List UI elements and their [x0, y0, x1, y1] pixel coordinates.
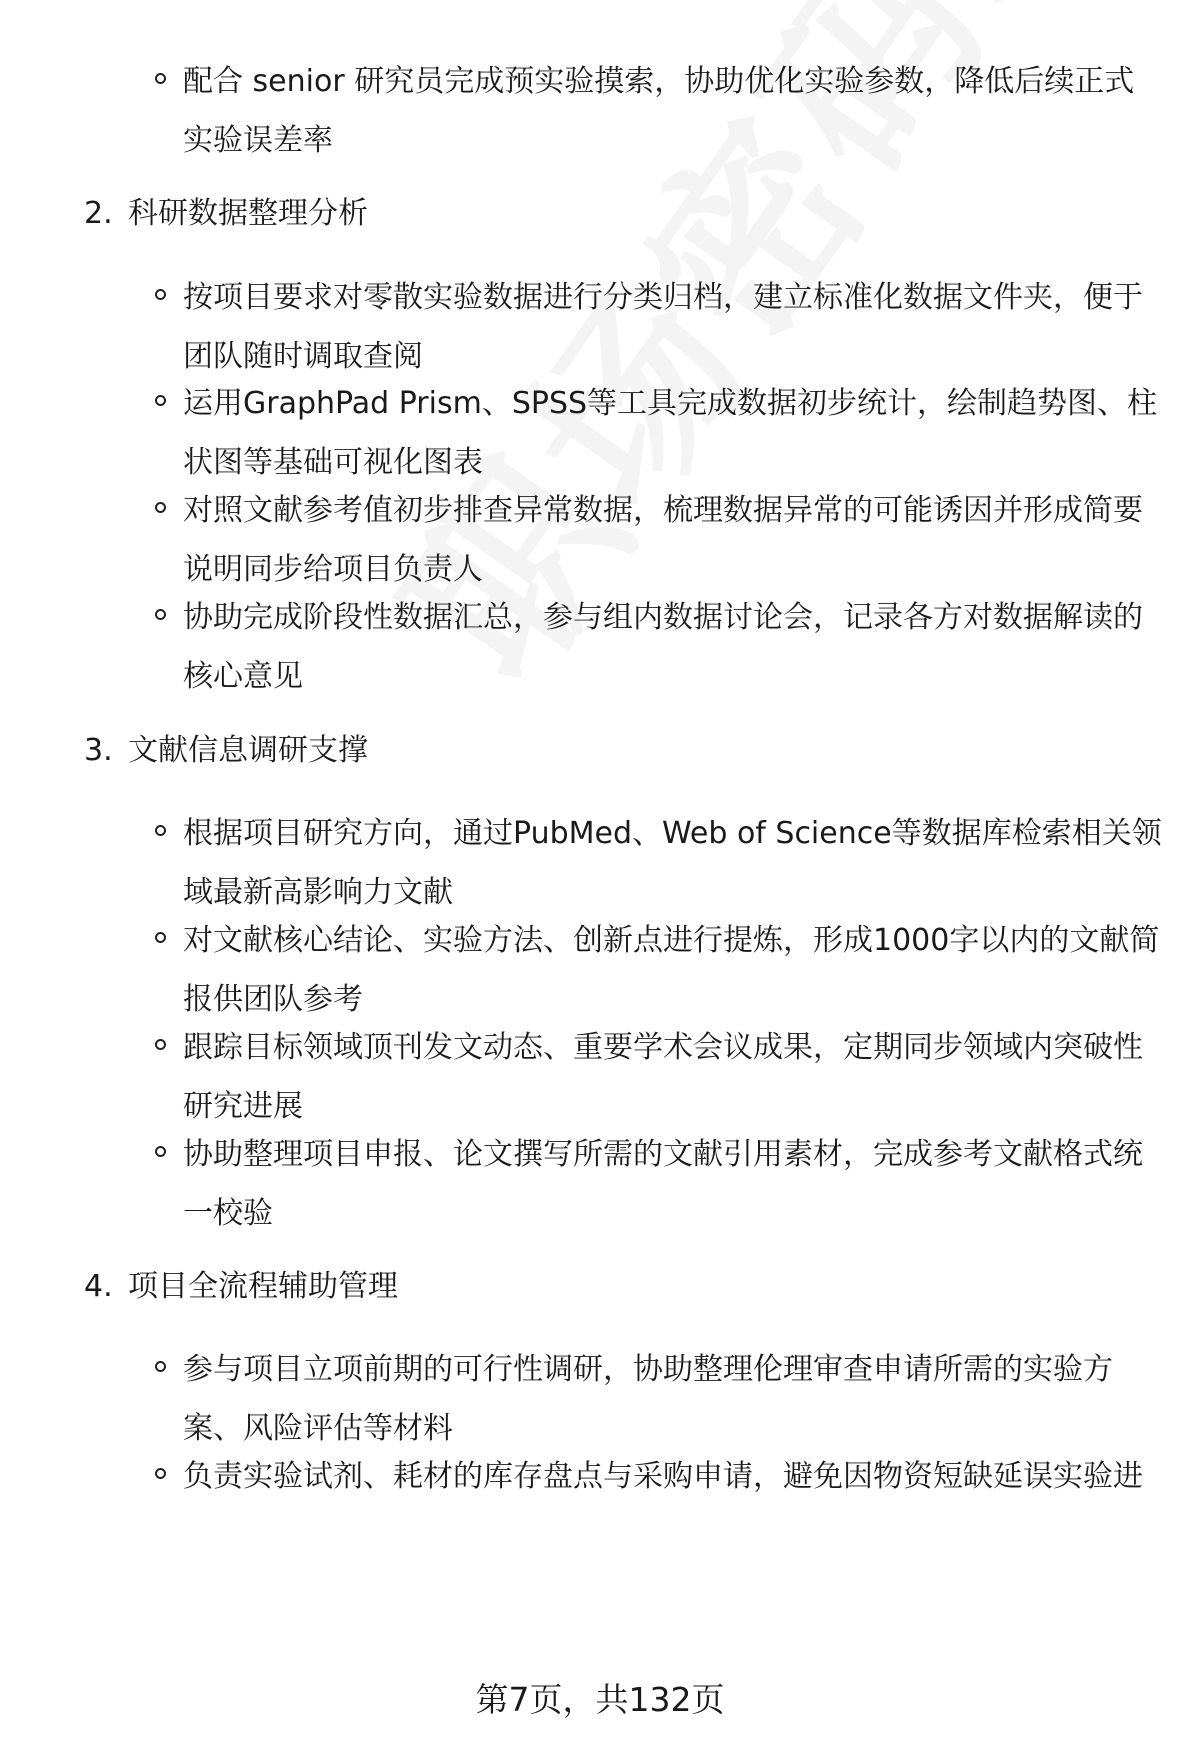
list-item-text: 运用GraphPad Prism、SPSS等工具完成数据初步统计，绘制趋势图、柱状图等基础可视化图表	[183, 386, 1158, 480]
section-heading	[84, 194, 368, 234]
list-item-text: 对照文献参考值初步排查异常数据，梳理数据异常的可能诱因并形成简要说明同步给项目负责人	[183, 493, 1143, 587]
list-item	[183, 481, 1163, 599]
hollow-circle-bullet-icon	[155, 932, 166, 943]
page-footer: 第7页，共132页	[475, 1680, 725, 1719]
list-item	[183, 911, 1163, 1029]
list-item	[183, 52, 1163, 170]
section-title: 科研数据整理分析	[128, 196, 368, 231]
list-item	[183, 588, 1163, 706]
list-item	[183, 1340, 1163, 1458]
hollow-circle-bullet-icon	[155, 1039, 166, 1050]
hollow-circle-bullet-icon	[155, 502, 166, 513]
list-item	[183, 374, 1163, 492]
list-item-text: 负责实验试剂、耗材的库存盘点与采购申请，避免因物资短缺延误实验进	[183, 1459, 1143, 1494]
hollow-circle-bullet-icon	[155, 825, 166, 836]
section-number: 2.	[84, 196, 113, 231]
section-title: 文献信息调研支撑	[128, 733, 368, 768]
section-heading	[84, 1267, 398, 1307]
list-item	[183, 268, 1163, 386]
section-number: 4.	[84, 1269, 113, 1304]
list-item-text: 跟踪目标领域顶刊发文动态、重要学术会议成果，定期同步领域内突破性研究进展	[183, 1030, 1143, 1124]
list-item	[183, 1018, 1163, 1136]
list-item	[183, 1447, 1163, 1506]
hollow-circle-bullet-icon	[155, 1361, 166, 1372]
list-item-text: 配合 senior 研究员完成预实验摸索，协助优化实验参数，降低后续正式实验误差率	[183, 64, 1135, 158]
section-heading	[84, 731, 368, 771]
section-title: 项目全流程辅助管理	[128, 1269, 398, 1304]
hollow-circle-bullet-icon	[155, 1146, 166, 1157]
hollow-circle-bullet-icon	[155, 289, 166, 300]
list-item-text: 对文献核心结论、实验方法、创新点进行提炼，形成1000字以内的文献简报供团队参考	[183, 923, 1160, 1017]
section-number: 3.	[84, 733, 113, 768]
hollow-circle-bullet-icon	[155, 395, 166, 406]
hollow-circle-bullet-icon	[155, 609, 166, 620]
list-item-text: 协助整理项目申报、论文撰写所需的文献引用素材，完成参考文献格式统一校验	[183, 1137, 1143, 1231]
list-item-text: 参与项目立项前期的可行性调研，协助整理伦理审查申请所需的实验方案、风险评估等材料	[183, 1352, 1113, 1446]
list-item	[183, 1125, 1163, 1243]
list-item-text: 协助完成阶段性数据汇总，参与组内数据讨论会，记录各方对数据解读的核心意见	[183, 600, 1143, 694]
list-item-text: 按项目要求对零散实验数据进行分类归档，建立标准化数据文件夹，便于团队随时调取查阅	[183, 280, 1143, 374]
hollow-circle-bullet-icon	[155, 1468, 166, 1479]
list-item-text: 根据项目研究方向，通过PubMed、Web of Science等数据库检索相关领域最新高影响力文献	[183, 816, 1162, 910]
list-item	[183, 804, 1163, 922]
hollow-circle-bullet-icon	[155, 73, 166, 84]
